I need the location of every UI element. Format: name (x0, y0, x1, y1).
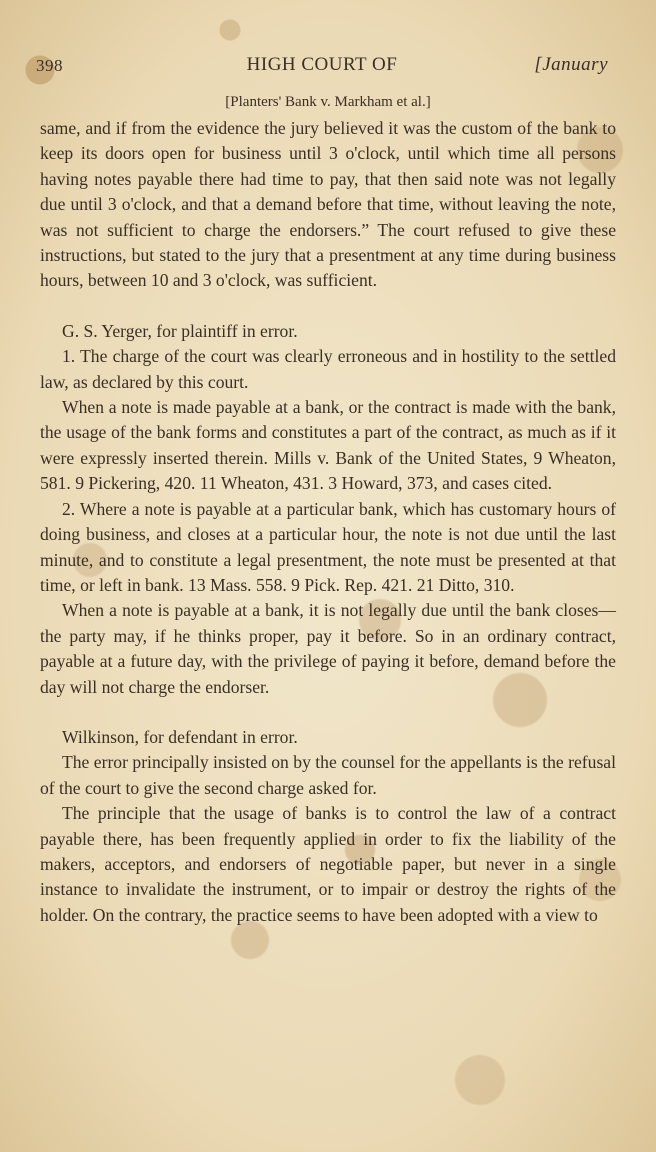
running-title: HIGH COURT OF (246, 54, 398, 75)
paragraph: Wilkinson, for defendant in error. (62, 726, 298, 747)
paragraph: The principle that the usage of banks is to control the law of a contract payable there, has been frequently applied in order to fix the liability of the makers, acceptors, and endorsers of negotiable paper, but never in a single instance to invalidate the instrument, or to impair or destroy the rights of the holder. On the contrary, the practice seems to have been adopted with a view to (40, 803, 616, 925)
case-caption: [Planters' Bank v. Markham et al.] (225, 94, 431, 110)
running-month: [January (534, 54, 608, 75)
page-number: 398 (36, 56, 63, 75)
paragraph: 1. The charge of the court was clearly erroneous and in hostility to the settled law, as declared by this court. (40, 346, 616, 392)
paragraph: same, and if from the evidence the jury believed it was the custom of the bank to keep its doors open for business until 3 o'clock, until which time all persons having notes payable there had time to pay, that then said note was not legally due until 3 o'clock, and that a demand before that time, without leaving the note, was not sufficient to charge the endorsers.” The court refused to give these instructions, but stated to the jury that a presentment at any time during business hours, between 10 and 3 o'clock, was sufficient. (40, 118, 616, 291)
body-text (40, 116, 616, 928)
running-header (36, 52, 608, 82)
paragraph: G. S. Yerger, for plaintiff in error. (62, 320, 298, 341)
paragraph: When a note is made payable at a bank, or the contract is made with the bank, the usage of the bank forms and constitutes a part of the contract, as much as if it were expressly inserted therein. Mills v. Bank of the United States, 9 Wheaton, 581. 9 Pickering, 420. 11 Wheaton, 431. 3 Howard, 373, and cases cited. (40, 397, 616, 494)
paragraph: The error principally insisted on by the counsel for the appellants is the refusal of the court to give the second charge asked for. (40, 752, 616, 798)
paragraph: 2. Where a note is payable at a particular bank, which has customary hours of doing business, and closes at a particular hour, the note is not due until the last minute, and to constitute a legal presentment, the note must be presented at that time, or left in bank. 13 Mass. 558. 9 Pick. Rep. 421. 21 Ditto, 310. (40, 498, 616, 595)
paragraph: When a note is payable at a bank, it is not legally due until the bank closes—the party may, if he thinks proper, pay it before. So in an ordinary contract, payable at a future day, with the privilege of paying it before, demand before the day will not charge the endorser. (40, 600, 616, 697)
